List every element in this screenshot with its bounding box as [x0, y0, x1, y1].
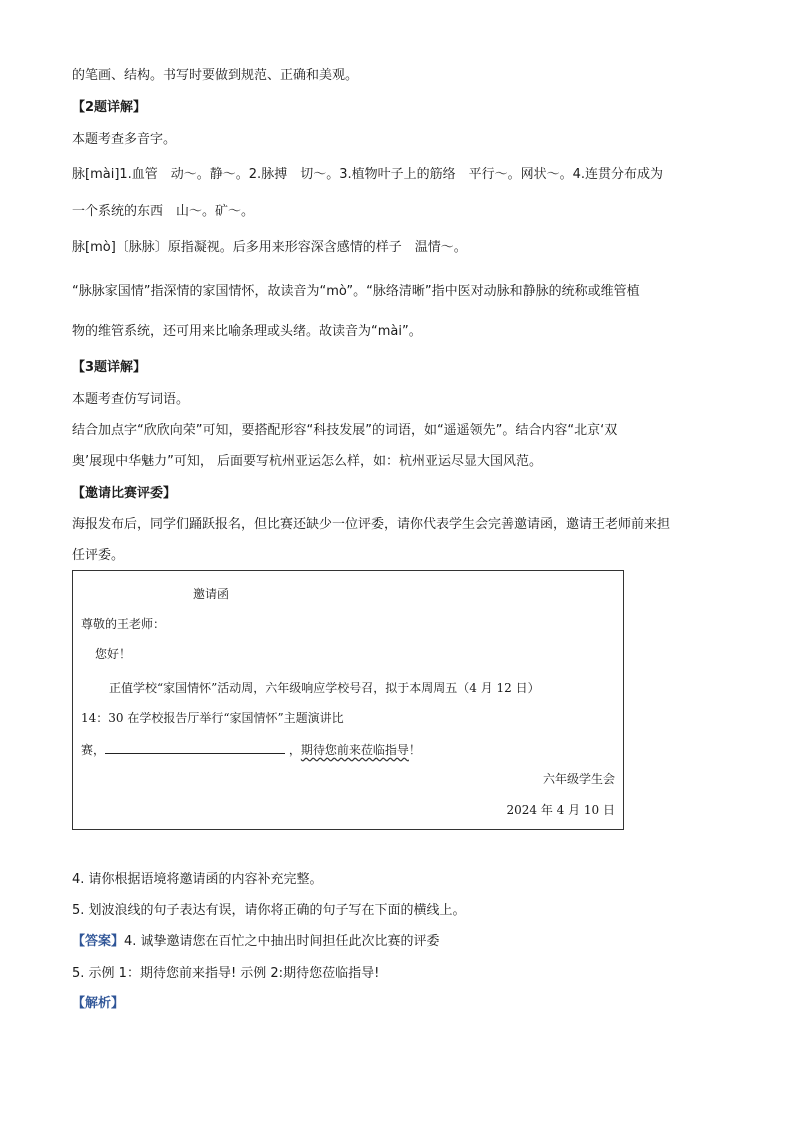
answer-line: [72, 934, 440, 950]
letter-title: 邀请函: [193, 587, 230, 601]
question-5: 5. 划波浪线的句子表达有误，请你将正确的句子写在下面的横线上。: [72, 903, 466, 918]
letter-salutation: 尊敬的王老师：: [81, 617, 166, 631]
letter-body-line: 正值学校“家国情怀”活动周，六年级响应学校号召，拟于本周周五（4 月 12 日）: [109, 681, 540, 695]
section-heading-q2: 【2题详解】: [72, 100, 147, 115]
invitation-letter-box: [72, 570, 624, 830]
text-line: 任评委。: [72, 548, 125, 563]
text-line: 脉[mài]1.血管 动～。静～。2.脉搏 切～。3.植物叶子上的筋络 平行～。网状～。4.连贯分布成为: [72, 167, 663, 182]
answer-blank: [105, 741, 285, 754]
letter-signature: 六年级学生会: [542, 772, 615, 786]
wavy-underlined-sentence: 期待您前来莅临指导: [300, 743, 409, 757]
text-line: 脉[mò]〔脉脉〕原指凝视。后多用来形容深含感情的样子 温情～。: [72, 240, 467, 255]
letter-body-line: [81, 741, 421, 757]
text-line: 一个系统的东西 山～。矿～。: [72, 204, 255, 219]
text-line: 海报发布后，同学们踊跃报名，但比赛还缺少一位评委，请你代表学生会完善邀请函，邀请王老师前来担: [72, 517, 671, 532]
letter-body-comma: ，: [288, 743, 301, 757]
text-line: 结合加点字“欣欣向荣”可知，要搭配形容“科技发展”的词语，如“遥遥领先”。结合内容“北京‘双: [72, 423, 618, 438]
question-4: 4. 请你根据语境将邀请函的内容补充完整。: [72, 872, 323, 887]
text-line: 的笔画、结构。书写时要做到规范、正确和美观。: [72, 68, 359, 83]
text-line: “脉脉家国情”指深情的家国情怀，故读音为“mò”。“脉络清晰”指中医对动脉和静脉的统称或维管植: [72, 284, 640, 299]
text-line: 奥’展现中华魅力”可知， 后面要写杭州亚运怎么样，如：杭州亚运尽显大国风范。: [72, 454, 543, 469]
section-heading-q3: 【3题详解】: [72, 360, 147, 375]
letter-greeting: 您好！: [95, 647, 132, 661]
answer-label: 【答案】: [72, 934, 125, 949]
text-line: 本题考查仿写词语。: [72, 392, 190, 407]
answer-4: 4. 诚挚邀请您在百忙之中抽出时间担任此次比赛的评委: [124, 934, 440, 949]
letter-body-line: 14：30 在学校报告厅举行“家国情怀”主题演讲比: [81, 711, 344, 725]
letter-date: 2024 年 4 月 10 日: [506, 803, 615, 817]
text-line: 本题考查多音字。: [72, 132, 177, 147]
section-heading-invite: 【邀请比赛评委】: [72, 486, 177, 501]
letter-body-prefix: 赛，: [81, 743, 106, 757]
answer-5: 5. 示例 1：期待您前来指导! 示例 2:期待您莅临指导!: [72, 966, 380, 981]
analysis-label: 【解析】: [72, 996, 125, 1011]
letter-body-end: ！: [408, 743, 421, 757]
text-line: 物的维管系统，还可用来比喻条理或头绪。故读音为“mài”。: [72, 324, 422, 339]
